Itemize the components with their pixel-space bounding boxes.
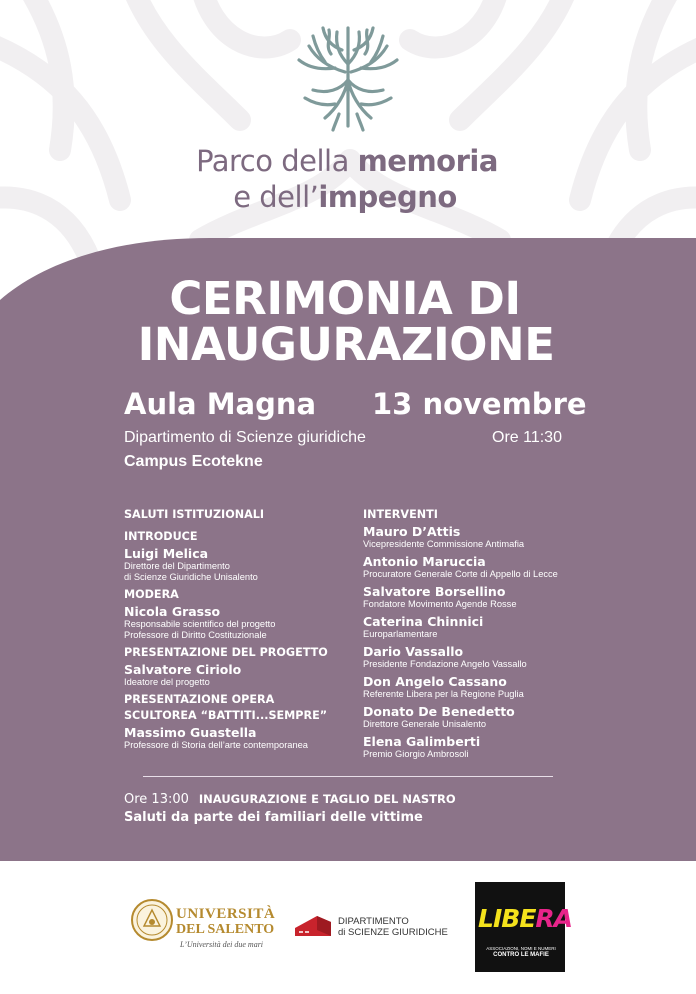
speaker-desc: Responsabile scientifico del progetto bbox=[124, 619, 276, 629]
speaker-item bbox=[363, 584, 583, 610]
brand-line-2-regular: e dell’ bbox=[233, 180, 319, 214]
speaker-desc: di Scienze Giuridiche Unisalento bbox=[124, 572, 258, 582]
section-header-interventi: INTERVENTI bbox=[363, 508, 438, 521]
speaker-item bbox=[363, 614, 583, 640]
speaker-desc: Premio Giorgio Ambrosoli bbox=[363, 749, 469, 759]
speaker-desc: Procuratore Generale Corte di Appello di Lecce bbox=[363, 569, 558, 579]
speaker-item bbox=[363, 704, 583, 730]
closing-line bbox=[124, 792, 456, 807]
speaker-name: Elena Galimberti bbox=[363, 734, 481, 749]
libera-subtitle-2: CONTRO LE MAFIE bbox=[493, 952, 549, 958]
role-modera: MODERA bbox=[124, 588, 179, 601]
department-logo-line-2: di SCIENZE GIURIDICHE bbox=[338, 927, 448, 938]
role-presentazione-progetto: PRESENTAZIONE DEL PROGETTO bbox=[124, 646, 328, 659]
program-right bbox=[363, 508, 583, 764]
unisalento-tagline: L’Università dei due mari bbox=[180, 940, 264, 949]
title-line-2: INAUGURAZIONE bbox=[137, 318, 555, 371]
unisalento-name-1: UNIVERSITÀ bbox=[176, 906, 276, 922]
venue: Aula Magna bbox=[124, 387, 317, 421]
speaker-name: Salvatore Ciriolo bbox=[124, 662, 242, 677]
speaker-name: Dario Vassallo bbox=[363, 644, 464, 659]
speaker-name: Caterina Chinnici bbox=[363, 614, 484, 629]
speaker-item bbox=[363, 734, 583, 760]
unisalento-name-2: DEL SALENTO bbox=[176, 922, 275, 937]
speaker-name: Antonio Maruccia bbox=[363, 554, 486, 569]
speaker-desc: Europarlamentare bbox=[363, 629, 438, 639]
title-line-1: CERIMONIA DI bbox=[169, 272, 521, 325]
divider bbox=[143, 776, 553, 777]
event-time: Ore 11:30 bbox=[492, 429, 562, 446]
closing-time: Ore 13:00 bbox=[124, 792, 189, 807]
brand-line-1-bold: memoria bbox=[357, 144, 498, 178]
speaker-name: Don Angelo Cassano bbox=[363, 674, 507, 689]
speaker-desc: Direttore del Dipartimento bbox=[124, 561, 230, 571]
speaker-item bbox=[363, 554, 583, 580]
speaker-name: Salvatore Borsellino bbox=[363, 584, 506, 599]
event-date: 13 novembre bbox=[372, 387, 587, 421]
campus: Campus Ecotekne bbox=[124, 453, 263, 470]
speaker-desc: Ideatore del progetto bbox=[124, 677, 210, 687]
speaker-name: Luigi Melica bbox=[124, 546, 209, 561]
speaker-desc: Presidente Fondazione Angelo Vassallo bbox=[363, 659, 527, 669]
brand-line-2-bold: impegno bbox=[318, 180, 457, 214]
speaker-desc: Professore di Diritto Costituzionale bbox=[124, 630, 267, 640]
speaker-item bbox=[363, 644, 583, 670]
speaker-item bbox=[363, 524, 583, 550]
speaker-desc: Fondatore Movimento Agende Rosse bbox=[363, 599, 517, 609]
speaker-name: Massimo Guastella bbox=[124, 725, 257, 740]
libera-subtitle-1: ASSOCIAZIONI, NOMI E NUMERI bbox=[486, 946, 556, 951]
speaker-item bbox=[363, 674, 583, 700]
speaker-desc: Direttore Generale Unisalento bbox=[363, 719, 486, 729]
role-introduce: INTRODUCE bbox=[124, 530, 198, 543]
closing-greeting: Saluti da parte dei familiari delle vittime bbox=[124, 810, 423, 825]
department: Dipartimento di Scienze giuridiche bbox=[124, 429, 366, 446]
speaker-name: Donato De Benedetto bbox=[363, 704, 515, 719]
closing-label: INAUGURAZIONE E TAGLIO DEL NASTRO bbox=[198, 792, 456, 806]
speaker-name: Mauro D’Attis bbox=[363, 524, 461, 539]
brand-line-1-regular: Parco della bbox=[196, 144, 358, 178]
role-presentazione-opera-2: SCULTOREA “BATTITI...SEMPRE” bbox=[124, 709, 328, 722]
department-logo-line-1: DIPARTIMENTO bbox=[338, 916, 409, 927]
speaker-name: Nicola Grasso bbox=[124, 604, 221, 619]
dsg-logo-icon bbox=[293, 910, 333, 940]
role-presentazione-opera: PRESENTAZIONE OPERA bbox=[124, 693, 275, 706]
program-left bbox=[124, 508, 344, 751]
libera-wordmark: LIBERA bbox=[478, 904, 573, 933]
speaker-list bbox=[363, 524, 583, 760]
university-seal-icon bbox=[130, 898, 174, 942]
speaker-desc: Vicepresidente Commissione Antimafia bbox=[363, 539, 525, 549]
section-header-saluti: SALUTI ISTITUZIONALI bbox=[124, 508, 265, 521]
speaker-desc: Professore di Storia dell’arte contemporanea bbox=[124, 740, 308, 750]
speaker-desc: Referente Libera per la Regione Puglia bbox=[363, 689, 524, 699]
